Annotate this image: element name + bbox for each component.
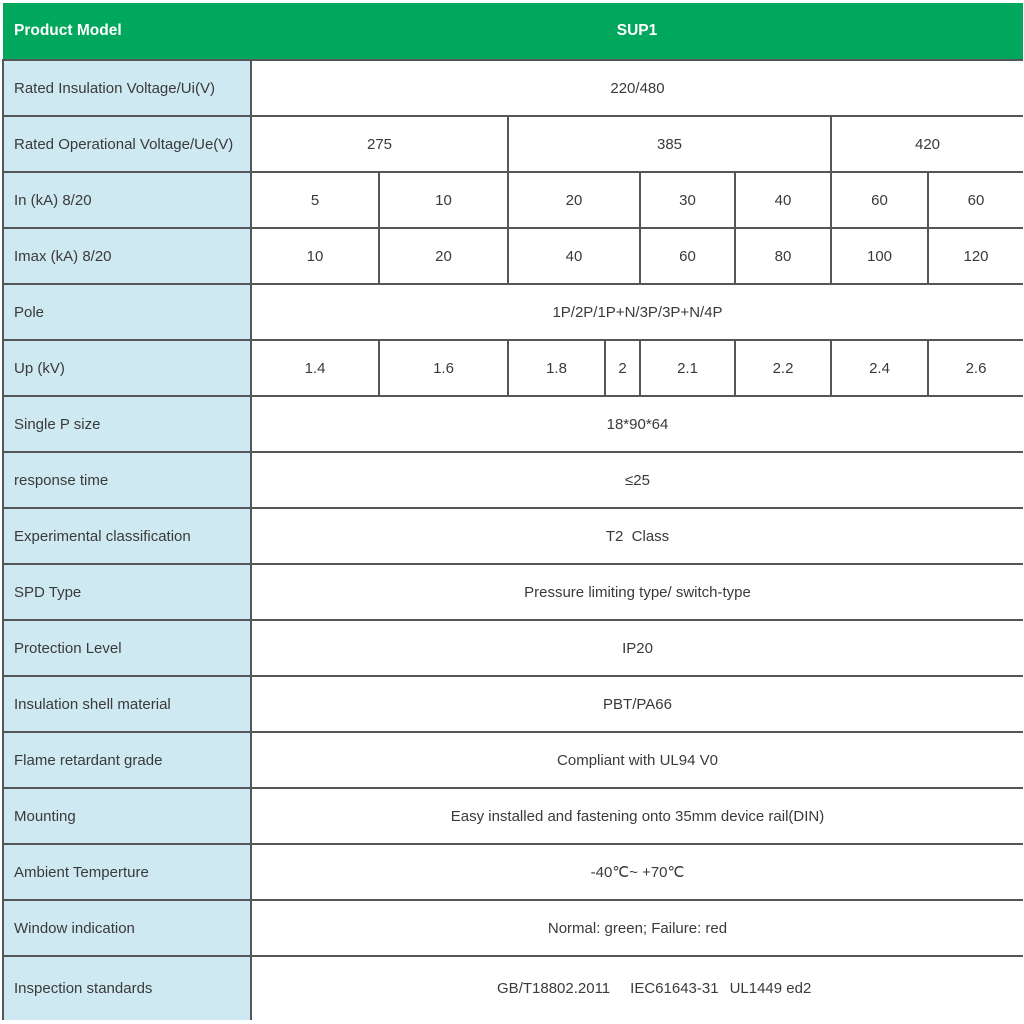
value-cell: 80 — [735, 228, 831, 284]
row-ambient-temperature — [3, 844, 1023, 900]
value-cell: 100 — [831, 228, 928, 284]
row-value: Compliant with UL94 V0 — [251, 732, 1023, 788]
value-cell: 60 — [831, 172, 928, 228]
value-cell: 1.6 — [379, 340, 508, 396]
row-value: IP20 — [251, 620, 1023, 676]
value-cell: 40 — [735, 172, 831, 228]
row-value: 1P/2P/1P+N/3P/3P+N/4P — [251, 284, 1023, 340]
row-value: ≤25 — [251, 452, 1023, 508]
row-label: Ambient Temperture — [3, 844, 251, 900]
row-label: Rated Insulation Voltage/Ui(V) — [3, 60, 251, 116]
row-label: response time — [3, 452, 251, 508]
value-cell: 2.1 — [640, 340, 735, 396]
value-cell: 30 — [640, 172, 735, 228]
row-label: In (kA) 8/20 — [3, 172, 251, 228]
row-voltage-protection-level — [3, 340, 1023, 396]
standard-item: GB/T18802.2011 — [497, 980, 611, 997]
standard-item: IEC61643-31 — [630, 980, 719, 997]
row-value — [251, 956, 1023, 1020]
value-cell: 420 — [831, 116, 1023, 172]
value-cell: 60 — [928, 172, 1023, 228]
row-label: SPD Type — [3, 564, 251, 620]
row-value: Normal: green; Failure: red — [251, 900, 1023, 956]
row-label: Flame retardant grade — [3, 732, 251, 788]
value-cell: 5 — [251, 172, 379, 228]
value-cell: 60 — [640, 228, 735, 284]
value-cell: 120 — [928, 228, 1023, 284]
row-label: Inspection standards — [3, 956, 251, 1020]
row-value: PBT/PA66 — [251, 676, 1023, 732]
row-window-indication — [3, 900, 1023, 956]
spec-table — [2, 3, 1023, 1020]
row-label: Experimental classification — [3, 508, 251, 564]
row-label: Insulation shell material — [3, 676, 251, 732]
value-cell: 40 — [508, 228, 640, 284]
row-inspection-standards — [3, 956, 1023, 1020]
row-flame-retardant-grade — [3, 732, 1023, 788]
row-value: Pressure limiting type/ switch-type — [251, 564, 1023, 620]
row-label: Rated Operational Voltage/Ue(V) — [3, 116, 251, 172]
header-row — [3, 3, 1023, 60]
value-cell: 2.6 — [928, 340, 1023, 396]
row-label: Up (kV) — [3, 340, 251, 396]
row-label: Pole — [3, 284, 251, 340]
row-value: -40℃~ +70℃ — [251, 844, 1023, 900]
row-value: Easy installed and fastening onto 35mm device rail(DIN) — [251, 788, 1023, 844]
value-cell: 20 — [379, 228, 508, 284]
row-insulation-voltage — [3, 60, 1023, 116]
value-cell: 1.8 — [508, 340, 605, 396]
row-label: Mounting — [3, 788, 251, 844]
value-cell: 2.2 — [735, 340, 831, 396]
row-single-p-size — [3, 396, 1023, 452]
row-label: Single P size — [3, 396, 251, 452]
row-value: T2 Class — [251, 508, 1023, 564]
value-cell: 10 — [379, 172, 508, 228]
row-pole — [3, 284, 1023, 340]
row-label: Window indication — [3, 900, 251, 956]
row-nominal-discharge-current — [3, 172, 1023, 228]
row-protection-level — [3, 620, 1023, 676]
value-cell: 2 — [605, 340, 640, 396]
row-operational-voltage — [3, 116, 1023, 172]
value-cell: 10 — [251, 228, 379, 284]
value-cell: 1.4 — [251, 340, 379, 396]
row-mounting — [3, 788, 1023, 844]
model-name-header: SUP1 — [251, 3, 1023, 60]
standard-item: UL1449 ed2 — [729, 980, 812, 997]
product-model-header: Product Model — [3, 3, 251, 60]
row-label: Protection Level — [3, 620, 251, 676]
row-max-discharge-current — [3, 228, 1023, 284]
row-label: Imax (kA) 8/20 — [3, 228, 251, 284]
row-spd-type — [3, 564, 1023, 620]
row-value: 18*90*64 — [251, 396, 1023, 452]
row-response-time — [3, 452, 1023, 508]
row-value: 220/480 — [251, 60, 1023, 116]
value-cell: 20 — [508, 172, 640, 228]
value-cell: 2.4 — [831, 340, 928, 396]
value-cell: 385 — [508, 116, 831, 172]
row-insulation-shell-material — [3, 676, 1023, 732]
value-cell: 275 — [251, 116, 508, 172]
row-experimental-classification — [3, 508, 1023, 564]
